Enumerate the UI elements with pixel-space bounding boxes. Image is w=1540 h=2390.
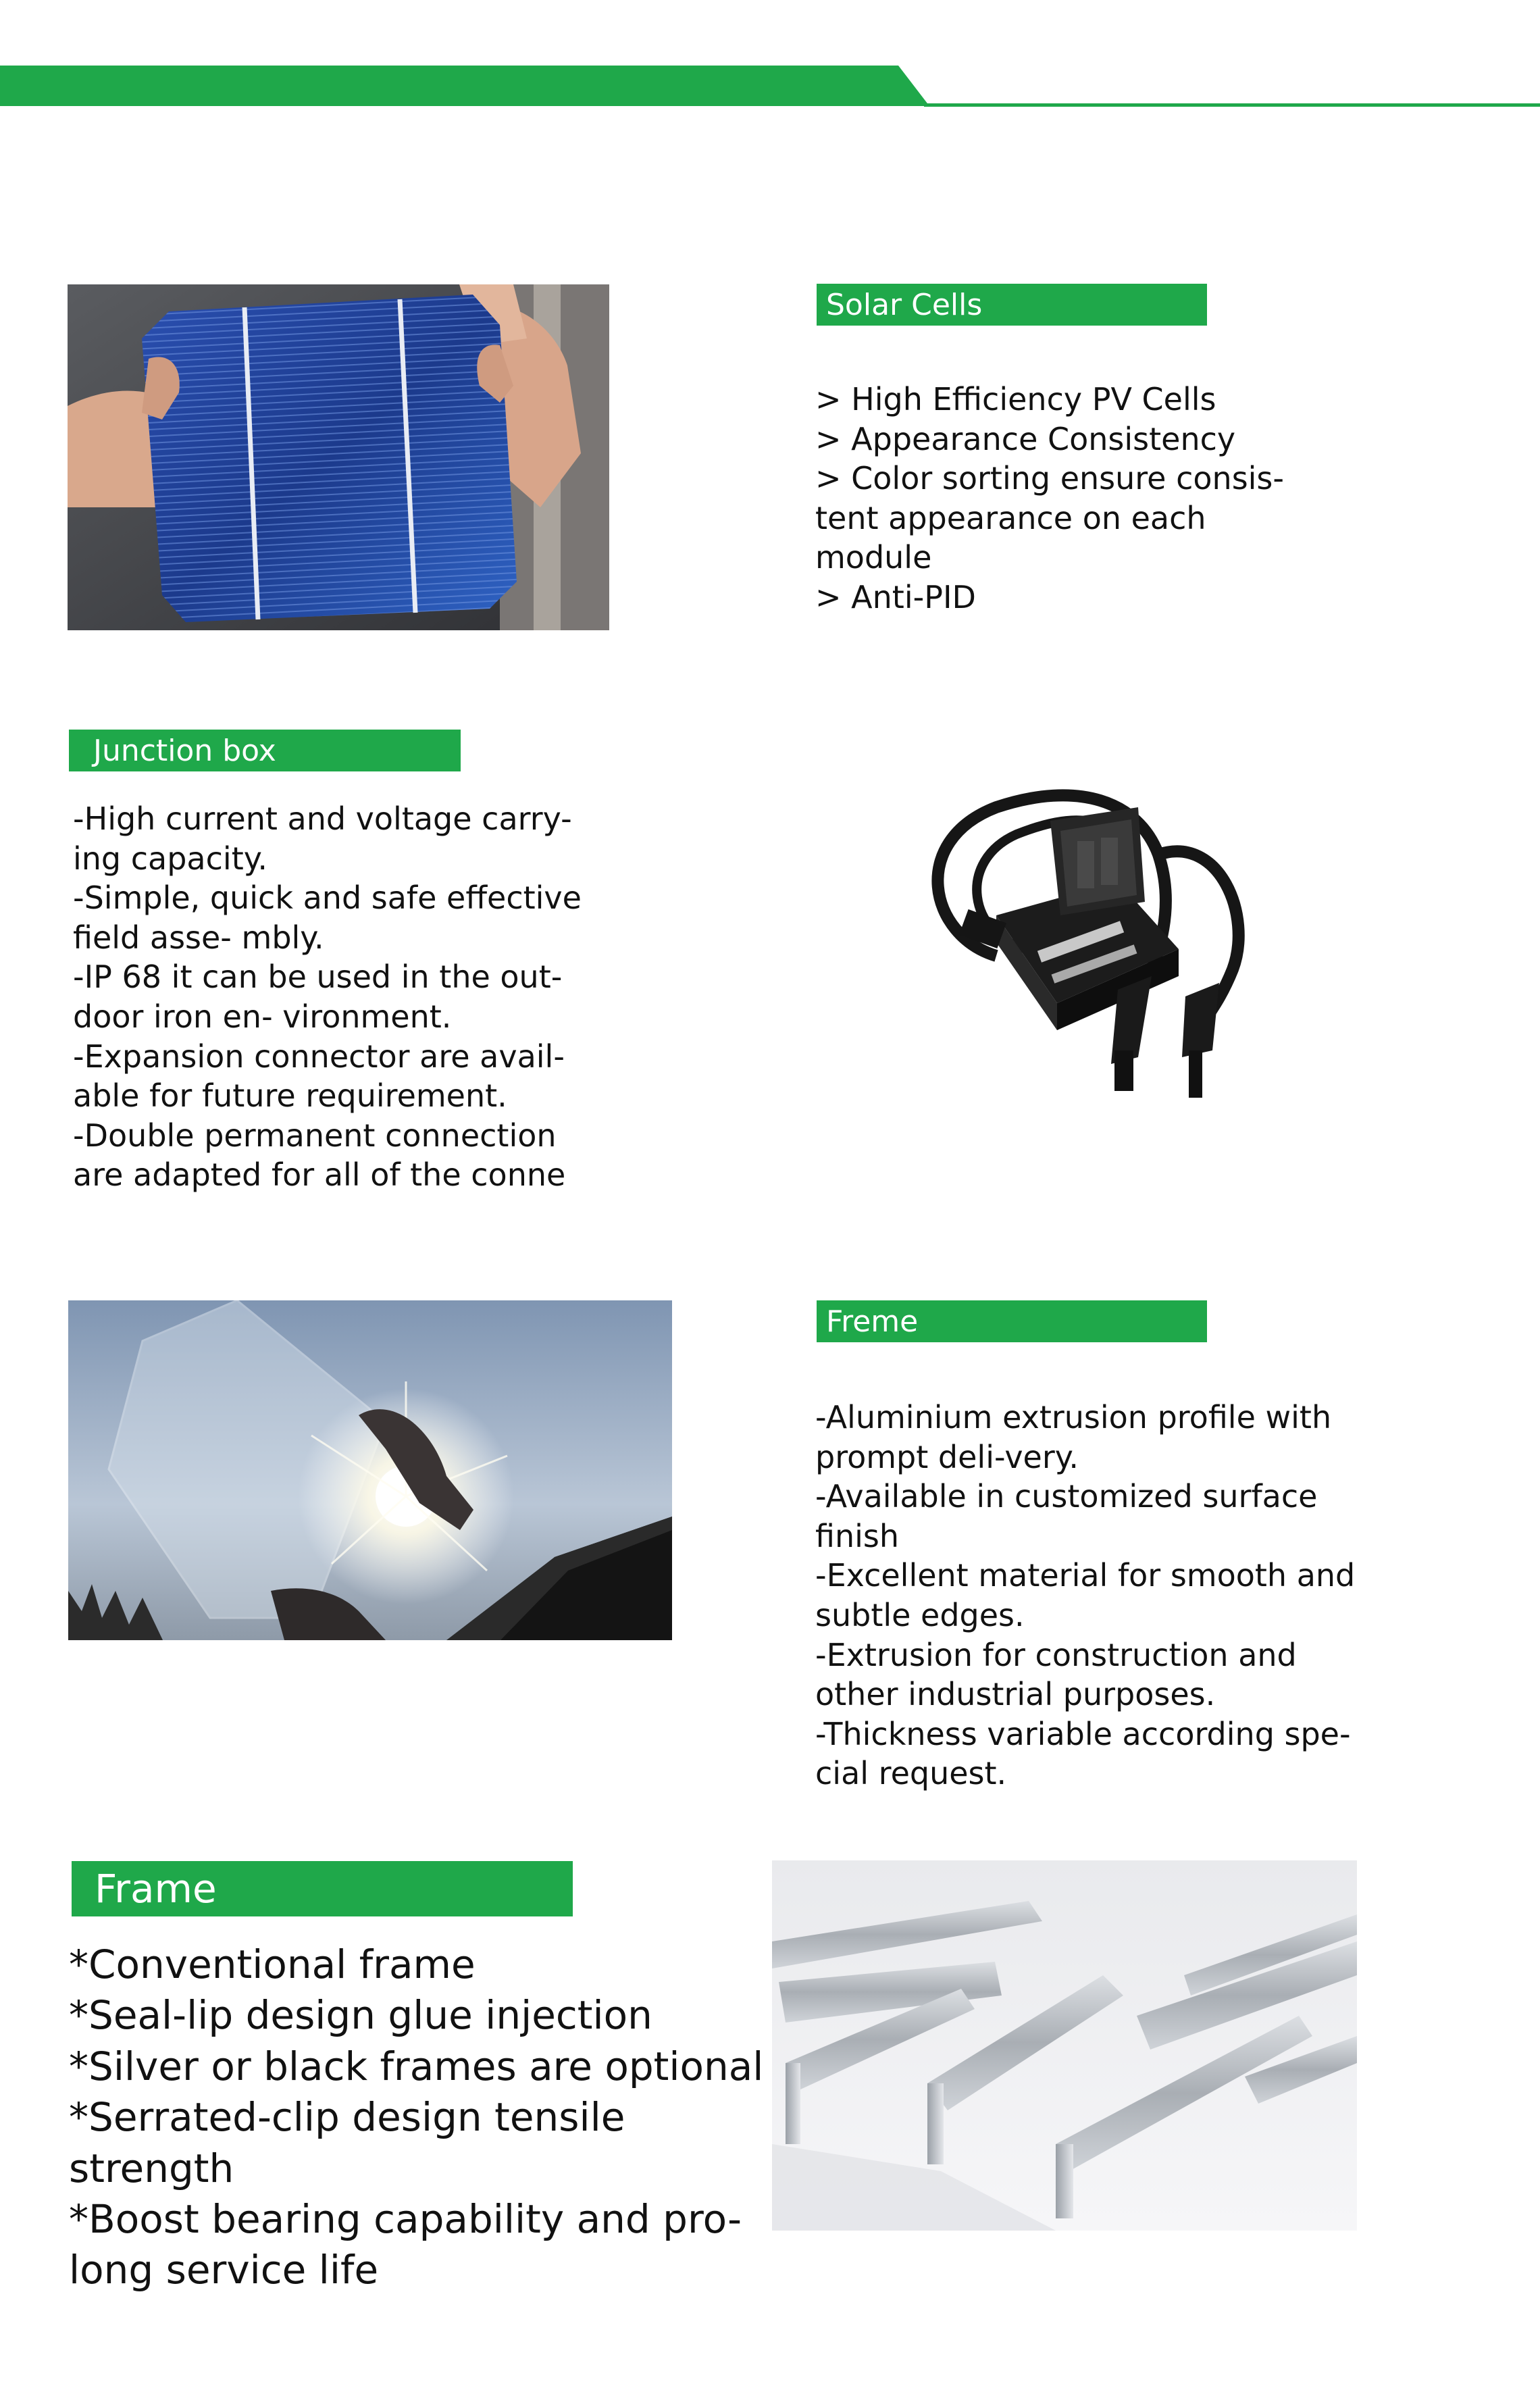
junction-box-photo — [915, 780, 1280, 1111]
list-item: > Color sorting ensure consis- tent appearance on each module — [815, 460, 1284, 576]
list-item: -Excellent material for smooth and subtle edges. — [815, 1557, 1356, 1633]
solar-cells-label: Solar Cells — [817, 284, 1207, 326]
list-item: -IP 68 it can be used in the out- door iron en- vironment. — [73, 959, 563, 1035]
freme-label: Freme — [817, 1300, 1207, 1342]
list-item: -Double permanent connection are adapted for all of the conne — [73, 1117, 566, 1194]
header-band — [0, 0, 1540, 115]
solar-cell-photo — [68, 284, 609, 630]
list-item: *Serrated-clip design tensile strength — [69, 2094, 625, 2191]
list-item: -Thickness variable according spe- cial request. — [815, 1715, 1351, 1792]
list-item: > Anti-PID — [815, 578, 976, 615]
freme-list — [815, 1398, 1491, 1794]
list-item: -Expansion connector are avail- able for future requirement. — [73, 1038, 565, 1115]
list-item: -Extrusion for construction and other industrial purposes. — [815, 1636, 1297, 1713]
junction-box-label: Junction box — [69, 730, 461, 771]
list-item: -Available in customized surface finish — [815, 1478, 1318, 1554]
frame-label: Frame — [72, 1861, 573, 1916]
frame-list — [69, 1939, 785, 2296]
list-item: *Silver or black frames are optional — [69, 2043, 764, 2089]
junction-box-list — [73, 799, 748, 1195]
list-item: *Seal-lip design glue injection — [69, 1992, 652, 2039]
solar-cells-list — [815, 380, 1457, 617]
list-item: > Appearance Consistency — [815, 420, 1236, 457]
list-item: > High Efficiency PV Cells — [815, 381, 1216, 417]
aluminium-frame-photo — [772, 1860, 1357, 2231]
list-item: *Boost bearing capability and pro- long service life — [69, 2196, 742, 2293]
glass-panel-photo — [68, 1300, 672, 1640]
list-item: *Conventional frame — [69, 1941, 476, 1987]
list-item: -Aluminium extrusion profile with prompt deli-very. — [815, 1399, 1332, 1475]
list-item: -Simple, quick and safe effective field asse- mbly. — [73, 880, 582, 956]
list-item: -High current and voltage carry- ing capacity. — [73, 800, 572, 877]
